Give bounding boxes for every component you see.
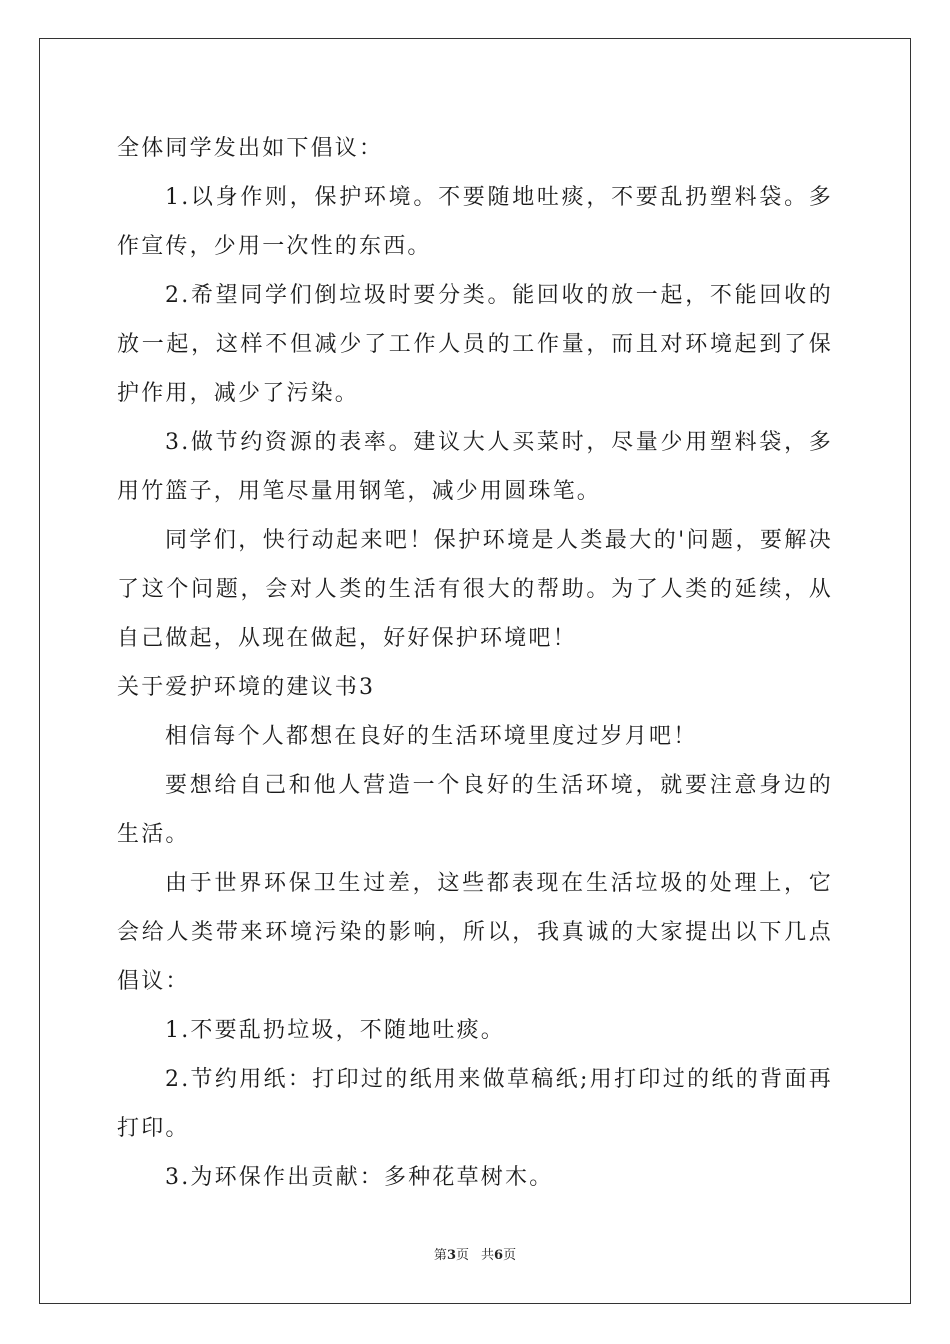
paragraph-intro: 全体同学发出如下倡议： [117,136,384,161]
document-body [117,124,833,1202]
footer-page-suffix: 页 [455,1248,469,1263]
paragraph-environment: 要想给自己和他人营造一个良好的生活环境，就要注意身边的生活。 [117,773,833,847]
paragraph-item-3: 3.为环保作出贡献：多种花草树木。 [165,1165,554,1190]
paragraph-proposal-2: 2.希望同学们倒垃圾时要分类。能回收的放一起，不能回收的放一起，这样不但减少了工作人员的工作量，而且对环境起到了保护作用，减少了污染。 [117,283,833,406]
paragraph-proposal-3: 3.做节约资源的表率。建议大人买菜时，尽量少用塑料袋，多用竹篮子，用笔尽量用钢笔，减少用圆珠笔。 [117,430,833,504]
paragraph-closing: 同学们，快行动起来吧！保护环境是人类最大的'问题，要解决了这个问题，会对人类的生活有很大的帮助。为了人类的延续，从自己做起，从现在做起，好好保护环境吧！ [117,528,833,651]
paragraph-item-1: 1.不要乱扔垃圾，不随地吐痰。 [165,1018,505,1043]
page-footer [0,1247,950,1265]
footer-prefix: 第 [433,1248,447,1263]
section-heading: 关于爱护环境的建议书3 [117,675,376,700]
footer-total-suffix: 页 [503,1248,517,1263]
paragraph-proposal-1: 1.以身作则，保护环境。不要随地吐痰，不要乱扔塑料袋。多作宣传，少用一次性的东西。 [117,185,833,259]
paragraph-item-2: 2.节约用纸：打印过的纸用来做草稿纸;用打印过的纸的背面再打印。 [117,1067,833,1141]
paragraph-opening: 相信每个人都想在良好的生活环境里度过岁月吧！ [165,724,698,749]
footer-total-pages: 6 [494,1248,504,1263]
footer-total-prefix: 共 [481,1248,495,1263]
footer-page-number: 3 [446,1248,456,1263]
paragraph-reason: 由于世界环保卫生过差，这些都表现在生活垃圾的处理上，它会给人类带来环境污染的影响，所以，我真诚的大家提出以下几点倡议： [117,871,833,994]
